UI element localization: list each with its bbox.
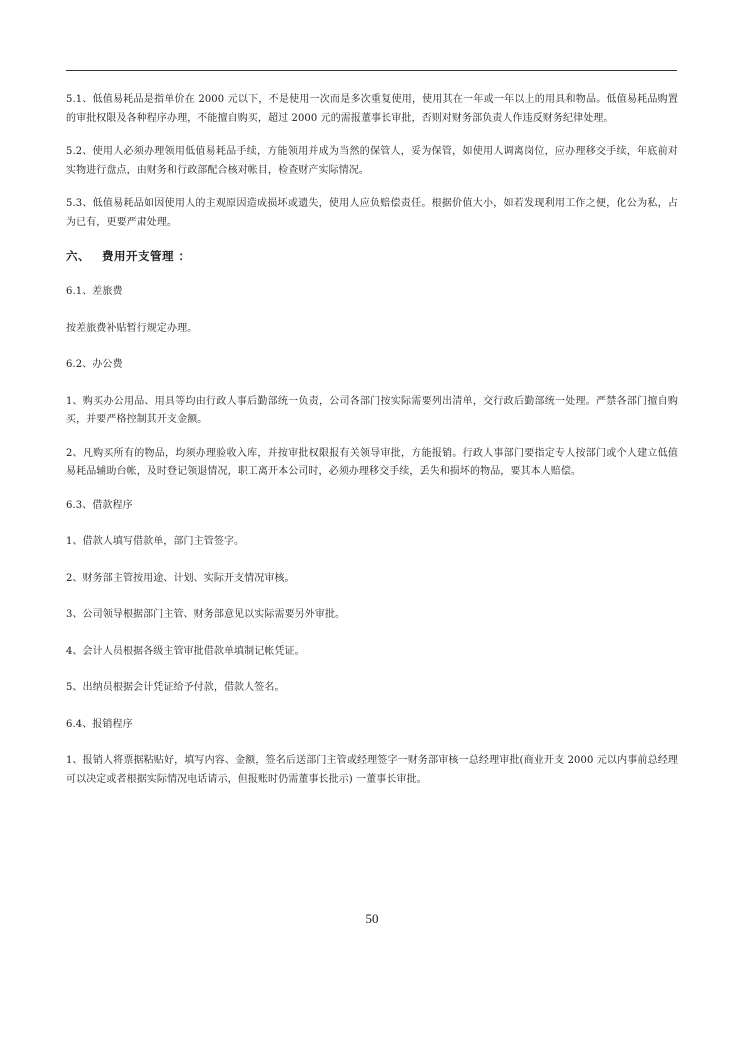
paragraph-5-1: 5.1、低值易耗品是指单价在 2000 元以下，不是使用一次而是多次重复使用，使用其在一年或一年以上的用具和物品。低值易耗品购置的审批权限及各种程序办理，不能擅自购买，超过 2000 元的需报董事长审批，否则对财务部负责人作违反财务纪律处理。 bbox=[66, 94, 678, 124]
paragraph-office-expense-2: 2、凡购买所有的物品，均须办理验收入库，并按审批权限报有关领导审批，方能报销。行政人事部门要指定专人按部门或个人建立低值易耗品辅助台帐，及时登记领退情况，职工离开本公司时，必须办理移交手续，丢失和损坏的物品，要其本人赔偿。 bbox=[66, 447, 678, 477]
paragraph-5-2: 5.2、使用人必须办理领用低值易耗品手续，方能领用并成为当然的保管人，妥为保管，如使用人调离岗位，应办理移交手续，年底前对实物进行盘点，由财务和行政部配合核对帐目，检查财产实际情况。 bbox=[66, 146, 678, 176]
header-rule bbox=[66, 70, 677, 71]
document-body bbox=[66, 91, 678, 804]
section-heading bbox=[66, 247, 678, 265]
paragraph-5-3: 5.3、低值易耗品如因使用人的主观原因造成损坏或遗失，使用人应负赔偿责任。根据价值大小，如若发现利用工作之便，化公为私，占为已有，更要严肃处理。 bbox=[66, 198, 678, 228]
section-number: 六、 bbox=[66, 249, 90, 263]
page-number: 50 bbox=[365, 911, 379, 926]
loan-step-3: 3、公司领导根据部门主管、财务部意见以实际需要另外审批。 bbox=[66, 609, 346, 620]
loan-step-5: 5、出纳员根据会计凭证给予付款，借款人签名。 bbox=[66, 682, 285, 693]
subsection-6-4-title: 6.4、报销程序 bbox=[66, 718, 133, 730]
loan-step-4: 4、会计人员根据各级主管审批借款单填制记帐凭证。 bbox=[66, 645, 305, 657]
subsection-6-1-title: 6.1、差旅费 bbox=[66, 286, 123, 297]
subsection-6-2-title: 6.2、办公费 bbox=[66, 359, 123, 370]
paragraph-travel-expense: 按差旅费补贴暂行规定办理。 bbox=[66, 322, 198, 334]
subsection-6-3-title: 6.3、借款程序 bbox=[66, 499, 133, 511]
loan-step-2: 2、财务部主管按用途、计划、实际开支情况审核。 bbox=[66, 572, 295, 584]
loan-step-1: 1、借款人填写借款单，部门主管签字。 bbox=[66, 536, 245, 547]
section-title: 费用开支管理 ： bbox=[102, 249, 191, 263]
reimbursement-step-1: 1、报销人将票据粘贴好，填写内容、金额，签名后送部门主管或经理签字一财务部审核一总经理审批(商业开支 2000 元以内事前总经理可以决定或者根据实际情况电话请示，但报账时仍需董事长批示) 一董事长审批。 bbox=[66, 755, 678, 785]
paragraph-office-expense-1: 1、购买办公用品、用具等均由行政人事后勤部统一负责，公司各部门按实际需要列出清单，交行政后勤部统一处理。严禁各部门擅自购买，并要严格控制其开支金额。 bbox=[66, 395, 678, 425]
